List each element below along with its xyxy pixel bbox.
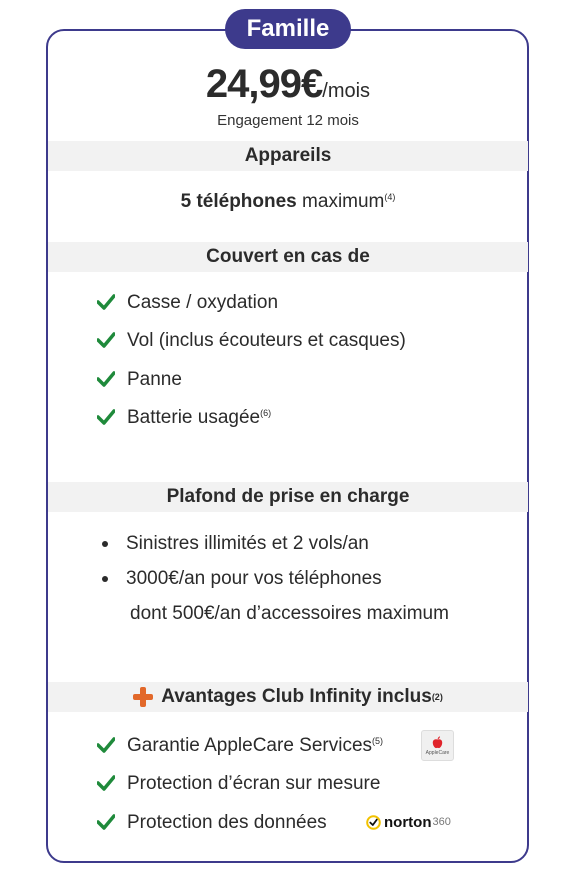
plan-badge: Famille (225, 9, 351, 49)
norton-logo (366, 812, 451, 832)
plus-icon (133, 687, 153, 707)
appareils-line (0, 191, 576, 213)
bullet-icon (102, 576, 108, 582)
list-item-label: Casse / oxydation (127, 292, 279, 313)
price-period: /mois (322, 80, 371, 102)
engagement-text: Engagement 12 mois (217, 112, 359, 129)
norton-check-icon (366, 815, 381, 830)
appareils-max: maximum (296, 191, 385, 212)
list-item-label: Protection d’écran sur mesure (127, 773, 381, 794)
norton-suffix: 360 (432, 816, 451, 828)
check-icon (97, 294, 115, 310)
list-item (127, 407, 271, 429)
list-item (126, 568, 382, 590)
list-item-label: 3000€/an pour vos téléphones (126, 568, 382, 589)
list-item (127, 773, 380, 795)
list-item (126, 533, 369, 555)
appareils-count: 5 téléphones (180, 191, 297, 212)
apple-icon (432, 736, 443, 749)
section-header-appareils: Appareils (48, 141, 528, 171)
footnote-ref: (5) (372, 736, 384, 746)
list-item (127, 812, 327, 834)
plafond-subline: dont 500€/an d’accessoires maximum (130, 603, 449, 624)
section-header-couvert: Couvert en cas de (48, 242, 528, 272)
section-header-plafond: Plafond de prise en charge (48, 482, 528, 512)
bullet-icon (102, 541, 108, 547)
list-item-label: Batterie usagée (127, 407, 261, 428)
footnote-ref: (2) (431, 692, 443, 702)
check-icon (97, 814, 115, 830)
norton-brand: norton (384, 813, 432, 831)
list-item (127, 369, 182, 391)
check-icon (97, 409, 115, 425)
avantages-title: Avantages Club Infinity inclus (161, 686, 432, 707)
applecare-logo-text: AppleCare (425, 749, 450, 756)
list-item-label: Sinistres illimités et 2 vols/an (126, 533, 369, 554)
footnote-ref: (6) (260, 408, 272, 418)
check-icon (97, 371, 115, 387)
list-item (127, 292, 278, 314)
check-icon (97, 332, 115, 348)
price: 24,99€ (205, 62, 323, 106)
price-row (0, 62, 576, 107)
list-item-label: Protection des données (127, 812, 327, 833)
list-item-label: Panne (127, 369, 182, 390)
appareils-note: (4) (384, 192, 396, 202)
check-icon (97, 737, 115, 753)
section-header-avantages (48, 682, 528, 712)
list-item-label: Garantie AppleCare Services (127, 735, 373, 756)
list-item (127, 330, 406, 352)
check-icon (97, 775, 115, 791)
list-item-label: Vol (inclus écouteurs et casques) (127, 330, 406, 351)
list-item (127, 735, 383, 757)
applecare-logo (421, 730, 454, 761)
